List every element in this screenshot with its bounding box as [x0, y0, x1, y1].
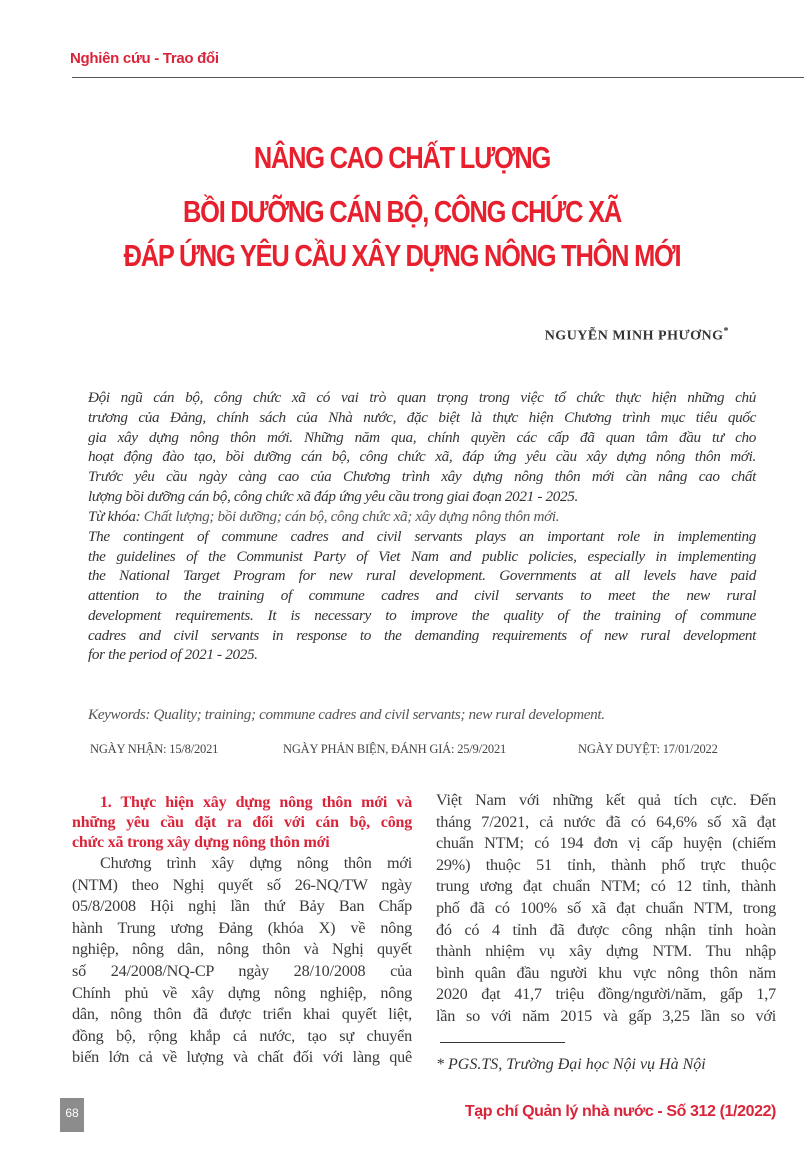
body-line: đó có 4 tỉnh đã được công nhận tỉnh hoàn — [436, 920, 776, 939]
body-line: Chính phủ về xây dựng nông nghiệp, nông — [72, 983, 412, 1002]
column-right — [436, 790, 776, 1028]
body-line: biến lớn cả về lượng và chất đối với làng quê — [72, 1048, 412, 1067]
abstract-en-line: the National Target Program for new rural development. Governments at all levels have paid — [88, 567, 756, 584]
article-title-line-3: ĐÁP ỨNG YÊU CẦU XÂY DỰNG NÔNG THÔN MỚI — [123, 238, 681, 273]
abstract-vi-line: lượng bồi dưỡng cán bộ, công chức xã đáp ứng yêu cầu trong giai đoạn 2021 - 2025. — [88, 488, 578, 505]
body-line: hành Trung ương Đảng (khóa X) về nông — [72, 918, 412, 937]
page-number: 68 — [60, 1098, 84, 1132]
body-line: tháng 7/2021, cả nước đã có 64,6% số xã đạt — [436, 812, 776, 831]
date-received: NGÀY NHẬN: 15/8/2021 — [90, 742, 219, 756]
section-heading: 1. Thực hiện xây dựng nông thôn mới và — [100, 794, 412, 811]
author-footnote-mark: * — [723, 326, 729, 337]
body-line: số 24/2008/NQ-CP ngày 28/10/2008 của — [72, 961, 412, 980]
section-label: Nghiên cứu - Trao đổi — [70, 50, 219, 67]
abstract-en-line: attention to the training of commune cadres and civil servants to meet the new rural — [88, 587, 756, 604]
footnote-divider — [440, 1042, 565, 1043]
abstract-vi-line: trương của Đảng, chính sách của Nhà nước, đặc biệt là thực hiện Chương trình mục tiêu quốc — [88, 409, 756, 426]
date-approved: NGÀY DUYỆT: 17/01/2022 — [578, 742, 718, 756]
keywords-vi — [88, 507, 756, 526]
body-line: nghiệp, nông dân, nông thôn và Nghị quyết — [72, 940, 412, 959]
abstract-vi-line: gia xây dựng nông thôn mới. Những năm qua, chính quyền các cấp đã quan tâm đầu tư cho — [88, 429, 756, 446]
body-line: Chương trình xây dựng nông thôn mới — [100, 854, 412, 872]
body-line: (NTM) theo Nghị quyết số 26-NQ/TW ngày — [72, 875, 412, 894]
abstract-vi-line: Đội ngũ cán bộ, công chức xã có vai trò quan trọng trong việc tổ chức thực hiện những chủ — [88, 389, 756, 406]
body-line: phố đã có 100% số xã đạt chuẩn NTM, trong — [436, 898, 776, 917]
section-heading: những yêu cầu đặt ra đối với cán bộ, công — [72, 814, 412, 831]
abstract-en-line: The contingent of commune cadres and civil servants plays an important role in implementing — [88, 528, 756, 545]
keywords-vi-label: Từ khóa: — [88, 508, 141, 525]
column-left — [72, 793, 412, 1069]
abstract-en-line: the guidelines of the Communist Party of Viet Nam and public policies, especially in implementing — [88, 548, 756, 565]
abstract-vi-line: hoạt động đào tạo, bồi dưỡng cán bộ, công chức xã, đáp ứng yêu cầu xây dựng nông thôn mới. — [88, 448, 756, 465]
body-line: bình quân đầu người khu vực nông thôn năm — [436, 963, 776, 982]
header-divider — [72, 77, 804, 78]
abstract-en-line: development requirements. It is necessary to improve the quality of the training of commune — [88, 607, 756, 624]
body-line: 29%) thuộc 51 tỉnh, thành phố trực thuộc — [436, 855, 776, 874]
section-heading: chức xã trong xây dựng nông thôn mới — [72, 834, 330, 851]
body-line: trung ương đạt chuẩn NTM; có 12 tỉnh, thành — [436, 877, 776, 896]
author — [545, 326, 729, 345]
date-reviewed: NGÀY PHẢN BIỆN, ĐÁNH GIÁ: 25/9/2021 — [283, 742, 507, 756]
article-title-line-1: NÂNG CAO CHẤT LƯỢNG — [253, 140, 551, 175]
journal-footer: Tạp chí Quản lý nhà nước - Số 312 (1/2022) — [464, 1103, 776, 1120]
footnote: * PGS.TS, Trường Đại học Nội vụ Hà Nội — [436, 1056, 706, 1073]
body-line: đồng bộ, rộng khắp cả nước, tạo sự chuyển — [72, 1026, 412, 1045]
keywords-vi-text: Chất lượng; bồi dưỡng; cán bộ, công chức xã; xây dựng nông thôn mới. — [140, 508, 560, 525]
body-line: 2020 đạt 41,7 triệu đồng/người/năm, gấp 1,7 — [436, 985, 776, 1004]
body-line: dân, nông thôn đã được triển khai quyết liệt, — [72, 1005, 412, 1024]
author-name: NGUYỄN MINH PHƯƠNG — [544, 328, 724, 344]
abstract-en-line: cadres and civil servants in response to the demanding requirements of new rural development — [88, 627, 756, 644]
body-line: 05/8/2008 Hội nghị lần thứ Bảy Ban Chấp — [72, 897, 412, 916]
abstract-en-line: for the period of 2021 - 2025. — [88, 646, 258, 663]
body-line: Việt Nam với những kết quả tích cực. Đến — [436, 791, 776, 809]
abstract-vi-line: Trước yêu cầu ngày càng cao của Chương trình xây dựng nông thôn mới cần nâng cao chất — [88, 468, 756, 485]
body-line: thành nhiệm vụ xây dựng NTM. Thu nhập — [436, 942, 776, 961]
keywords-en: Keywords: Quality; training; commune cadres and civil servants; new rural development. — [88, 706, 605, 723]
body-line: lần so với năm 2015 và gấp 3,25 lần so với — [436, 1006, 776, 1025]
article-title-line-2: BỒI DƯỠNG CÁN BỘ, CÔNG CHỨC XÃ — [183, 194, 621, 229]
body-line: chuẩn NTM; có 194 đơn vị cấp huyện (chiếm — [436, 834, 776, 853]
